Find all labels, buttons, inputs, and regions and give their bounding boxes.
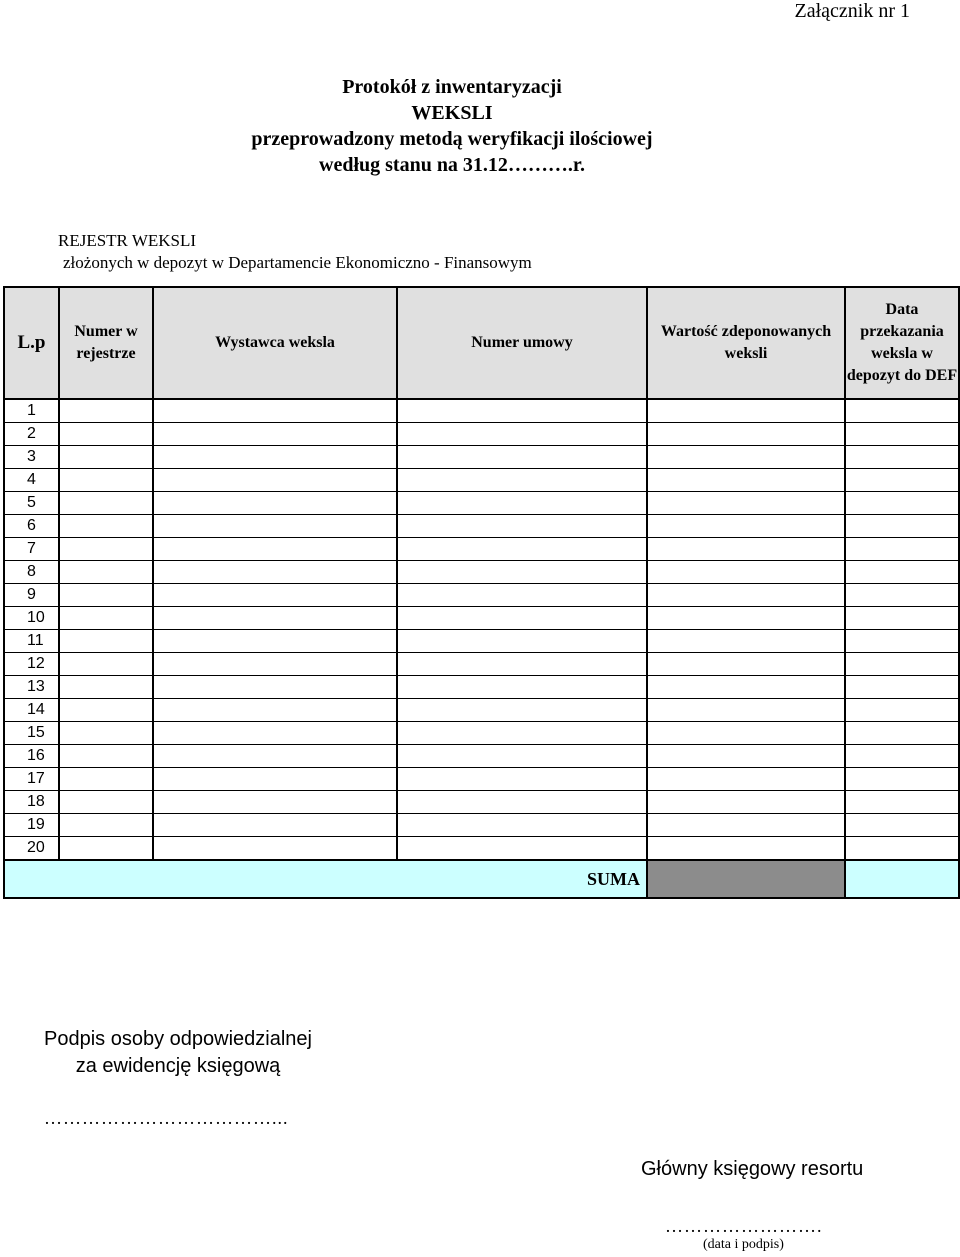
issuer-cell[interactable] [153, 607, 397, 630]
row-number: 6 [4, 515, 59, 538]
chief-accountant-dots: ……………………. [665, 1216, 823, 1236]
issuer-cell[interactable] [153, 676, 397, 699]
sum-value-cell [647, 860, 845, 898]
contract-number-cell[interactable] [397, 630, 647, 653]
date-cell[interactable] [845, 699, 959, 722]
table-row [4, 791, 959, 814]
row-number: 7 [4, 538, 59, 561]
contract-number-cell[interactable] [397, 399, 647, 423]
value-cell[interactable] [647, 791, 845, 814]
date-cell[interactable] [845, 722, 959, 745]
value-cell[interactable] [647, 469, 845, 492]
date-cell[interactable] [845, 469, 959, 492]
value-cell[interactable] [647, 837, 845, 861]
date-cell[interactable] [845, 492, 959, 515]
title-line-2: WEKSLI [411, 102, 493, 124]
table-row [4, 676, 959, 699]
issuer-cell[interactable] [153, 423, 397, 446]
date-cell[interactable] [845, 791, 959, 814]
value-cell[interactable] [647, 561, 845, 584]
contract-number-cell[interactable] [397, 423, 647, 446]
register-number-cell[interactable] [59, 446, 153, 469]
row-number: 10 [4, 607, 59, 630]
issuer-cell[interactable] [153, 653, 397, 676]
contract-number-cell[interactable] [397, 607, 647, 630]
value-cell[interactable] [647, 630, 845, 653]
register-number-cell[interactable] [59, 584, 153, 607]
table-row [4, 768, 959, 791]
issuer-cell[interactable] [153, 584, 397, 607]
table-row [4, 423, 959, 446]
row-number: 14 [4, 699, 59, 722]
row-number: 20 [4, 837, 59, 861]
register-table [3, 286, 960, 899]
issuer-cell[interactable] [153, 699, 397, 722]
value-cell[interactable] [647, 399, 845, 423]
row-number: 17 [4, 768, 59, 791]
table-row [4, 399, 959, 423]
date-cell[interactable] [845, 676, 959, 699]
register-number-cell[interactable] [59, 423, 153, 446]
table-row [4, 538, 959, 561]
chief-accountant-label: Główny księgowy resortu [641, 1158, 864, 1180]
register-number-cell[interactable] [59, 399, 153, 423]
accountant-signature-line-1: Podpis osoby odpowiedzialnej [44, 1028, 312, 1050]
table-row [4, 607, 959, 630]
table-row [4, 446, 959, 469]
accountant-signature-dots: ………………………………... [44, 1108, 289, 1128]
contract-number-cell[interactable] [397, 768, 647, 791]
table-row [4, 837, 959, 861]
issuer-cell[interactable] [153, 791, 397, 814]
date-cell[interactable] [845, 561, 959, 584]
issuer-cell[interactable] [153, 538, 397, 561]
issuer-cell[interactable] [153, 492, 397, 515]
row-number: 18 [4, 791, 59, 814]
register-subtitle: złożonych w depozyt w Departamencie Ekonomiczno - Finansowym [63, 253, 532, 272]
row-number: 11 [4, 630, 59, 653]
issuer-cell[interactable] [153, 399, 397, 423]
value-cell[interactable] [647, 814, 845, 837]
value-cell[interactable] [647, 423, 845, 446]
accountant-signature-line-2: za ewidencję księgową [75, 1055, 281, 1077]
title-line-3: przeprowadzony metodą weryfikacji ilościowej [251, 128, 653, 150]
contract-number-cell[interactable] [397, 722, 647, 745]
date-cell[interactable] [845, 653, 959, 676]
date-cell[interactable] [845, 515, 959, 538]
table-row [4, 630, 959, 653]
sum-row [4, 860, 959, 898]
register-number-cell[interactable] [59, 492, 153, 515]
row-number: 13 [4, 676, 59, 699]
row-number: 15 [4, 722, 59, 745]
issuer-cell[interactable] [153, 515, 397, 538]
column-header-issuer: Wystawca weksla [153, 287, 397, 399]
table-row [4, 722, 959, 745]
attachment-label: Załącznik nr 1 [794, 0, 910, 22]
table-row [4, 814, 959, 837]
contract-number-cell[interactable] [397, 492, 647, 515]
contract-number-cell[interactable] [397, 791, 647, 814]
register-number-cell[interactable] [59, 837, 153, 861]
date-cell[interactable] [845, 607, 959, 630]
row-number: 3 [4, 446, 59, 469]
value-cell[interactable] [647, 607, 845, 630]
date-cell[interactable] [845, 446, 959, 469]
register-number-cell[interactable] [59, 699, 153, 722]
contract-number-cell[interactable] [397, 538, 647, 561]
row-number: 16 [4, 745, 59, 768]
table-header-row [4, 287, 959, 399]
issuer-cell[interactable] [153, 768, 397, 791]
value-cell[interactable] [647, 722, 845, 745]
register-number-cell[interactable] [59, 676, 153, 699]
date-cell[interactable] [845, 837, 959, 861]
value-cell[interactable] [647, 538, 845, 561]
value-cell[interactable] [647, 676, 845, 699]
issuer-cell[interactable] [153, 745, 397, 768]
sum-blank-cell [845, 860, 959, 898]
register-number-cell[interactable] [59, 653, 153, 676]
contract-number-cell[interactable] [397, 676, 647, 699]
contract-number-cell[interactable] [397, 584, 647, 607]
date-cell[interactable] [845, 423, 959, 446]
row-number: 8 [4, 561, 59, 584]
contract-number-cell[interactable] [397, 745, 647, 768]
register-number-cell[interactable] [59, 630, 153, 653]
value-cell[interactable] [647, 653, 845, 676]
value-cell[interactable] [647, 446, 845, 469]
date-cell[interactable] [845, 538, 959, 561]
document-title [0, 74, 904, 178]
column-header-date: Data przekazania weksla w depozyt do DEF [845, 287, 959, 399]
table-row [4, 653, 959, 676]
issuer-cell[interactable] [153, 561, 397, 584]
table-row [4, 561, 959, 584]
column-header-contract-number: Numer umowy [397, 287, 647, 399]
date-cell[interactable] [845, 814, 959, 837]
register-number-cell[interactable] [59, 469, 153, 492]
register-number-cell[interactable] [59, 515, 153, 538]
row-number: 1 [4, 399, 59, 423]
register-number-cell[interactable] [59, 768, 153, 791]
contract-number-cell[interactable] [397, 814, 647, 837]
contract-number-cell[interactable] [397, 446, 647, 469]
table-row [4, 469, 959, 492]
date-cell[interactable] [845, 630, 959, 653]
date-signature-caption: (data i podpis) [703, 1237, 784, 1252]
register-title: REJESTR WEKSLI [58, 231, 197, 250]
row-number: 4 [4, 469, 59, 492]
title-line-4: według stanu na 31.12……….r. [319, 154, 585, 176]
contract-number-cell[interactable] [397, 653, 647, 676]
contract-number-cell[interactable] [397, 837, 647, 861]
register-number-cell[interactable] [59, 561, 153, 584]
issuer-cell[interactable] [153, 837, 397, 861]
contract-number-cell[interactable] [397, 699, 647, 722]
value-cell[interactable] [647, 515, 845, 538]
value-cell[interactable] [647, 699, 845, 722]
issuer-cell[interactable] [153, 469, 397, 492]
table-row [4, 745, 959, 768]
contract-number-cell[interactable] [397, 469, 647, 492]
register-number-cell[interactable] [59, 745, 153, 768]
date-cell[interactable] [845, 745, 959, 768]
row-number: 5 [4, 492, 59, 515]
register-number-cell[interactable] [59, 814, 153, 837]
date-cell[interactable] [845, 584, 959, 607]
column-header-lp: L.p [4, 287, 59, 399]
row-number: 2 [4, 423, 59, 446]
issuer-cell[interactable] [153, 630, 397, 653]
title-line-1: Protokół z inwentaryzacji [342, 76, 562, 98]
table-row [4, 515, 959, 538]
value-cell[interactable] [647, 745, 845, 768]
table-row [4, 699, 959, 722]
row-number: 12 [4, 653, 59, 676]
column-header-register-number: Numer w rejestrze [59, 287, 153, 399]
table-row [4, 584, 959, 607]
contract-number-cell[interactable] [397, 515, 647, 538]
sum-label: SUMA [4, 860, 647, 898]
date-cell[interactable] [845, 768, 959, 791]
register-number-cell[interactable] [59, 607, 153, 630]
column-header-value: Wartość zdeponowanych weksli [647, 287, 845, 399]
value-cell[interactable] [647, 492, 845, 515]
issuer-cell[interactable] [153, 722, 397, 745]
row-number: 19 [4, 814, 59, 837]
value-cell[interactable] [647, 584, 845, 607]
contract-number-cell[interactable] [397, 561, 647, 584]
issuer-cell[interactable] [153, 446, 397, 469]
register-number-cell[interactable] [59, 538, 153, 561]
value-cell[interactable] [647, 768, 845, 791]
register-number-cell[interactable] [59, 722, 153, 745]
row-number: 9 [4, 584, 59, 607]
date-cell[interactable] [845, 399, 959, 423]
issuer-cell[interactable] [153, 814, 397, 837]
table-row [4, 492, 959, 515]
register-number-cell[interactable] [59, 791, 153, 814]
accountant-signature-label [44, 1026, 312, 1080]
